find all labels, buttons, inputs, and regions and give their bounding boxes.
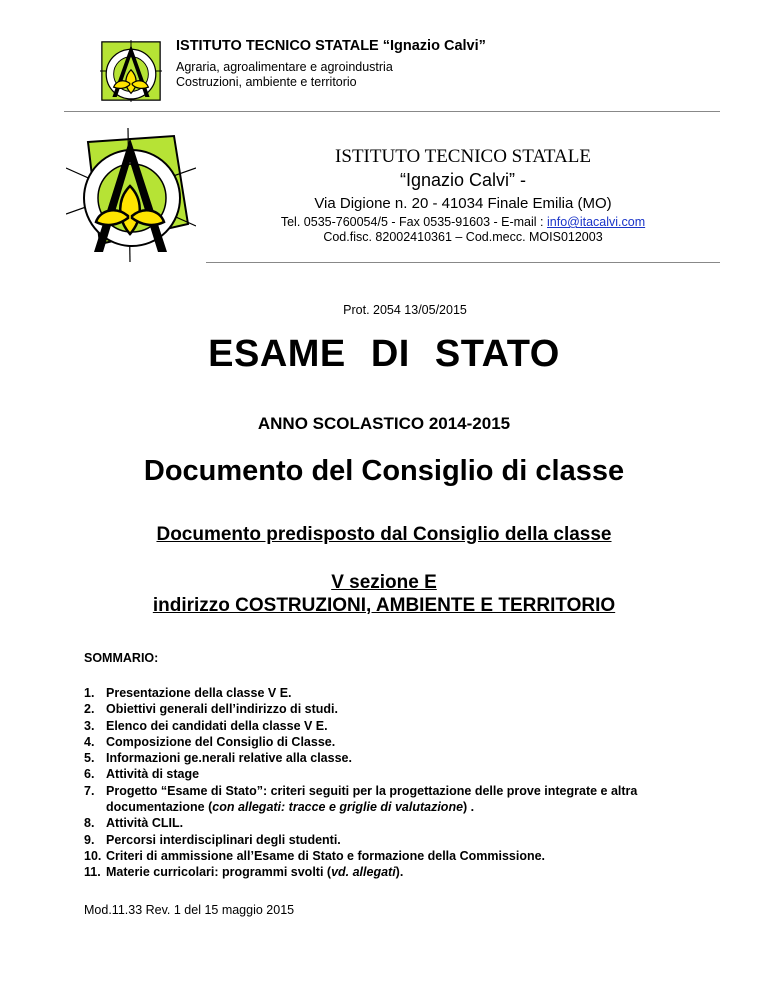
list-item [84, 750, 724, 766]
item-number: 3. [84, 718, 95, 733]
item-text: Informazioni ge.nerali relative alla classe. [106, 751, 352, 766]
form-revision: Mod.11.33 Rev. 1 del 15 maggio 2015 [84, 903, 295, 917]
item-text: Criteri di ammissione all’Esame di Stato e formazione della Commissione. [106, 848, 546, 863]
list-item [84, 848, 724, 864]
institute-address: Via Digione n. 20 - 41034 Finale Emilia (MO) [314, 195, 612, 212]
item-text: Attività CLIL. [106, 816, 184, 831]
item-number: 2. [84, 702, 95, 717]
item-number: 8. [84, 816, 95, 831]
course-name: indirizzo COSTRUZIONI, AMBIENTE E TERRITORIO [152, 595, 616, 616]
item-text: Elenco dei candidati della classe V E. [106, 718, 328, 733]
list-item [84, 718, 724, 734]
list-item [84, 685, 724, 701]
item-number: 4. [84, 734, 95, 749]
item-text: Progetto “Esame di Stato”: criteri seguiti per la progettazione delle prove integrate e altra documentazione ( [106, 783, 638, 815]
list-item [84, 783, 724, 816]
item-number: 10. [84, 848, 102, 863]
summary-label: SOMMARIO: [84, 651, 159, 665]
class-section: V sezione E [331, 572, 437, 593]
item-italic: con allegati: tracce e griglie di valutazione [212, 800, 464, 815]
contacts-text: Tel. 0535-760054/5 - Fax 0535-91603 - E-mail : [280, 215, 547, 229]
item-number: 6. [84, 767, 95, 782]
item-text: Materie curricolari: programmi svolti ( [106, 865, 332, 880]
header-divider [64, 111, 720, 112]
item-number: 5. [84, 751, 95, 766]
email-link[interactable]: info@itacalvi.com [547, 215, 646, 229]
main-title: ESAME DI STATO [208, 333, 560, 375]
institute-dedication: “Ignazio Calvi” - [399, 170, 527, 190]
header-line-1: Agraria, agroalimentare e agroindustria [176, 60, 393, 74]
summary-list [84, 685, 724, 881]
list-item [84, 734, 724, 750]
item-text: Attività di stage [106, 767, 200, 782]
item-italic: vd. allegati [331, 865, 396, 880]
item-text: Percorsi interdisciplinari degli studenti. [106, 832, 341, 847]
list-item [84, 815, 724, 831]
list-item [84, 832, 724, 848]
institute-name: ISTITUTO TECNICO STATALE [335, 146, 591, 167]
institute-contacts [206, 215, 720, 229]
item-text: Composizione del Consiglio di Classe. [106, 734, 336, 749]
header-subtitle [176, 60, 393, 90]
item-text: Obiettivi generali dell’indirizzo di studi. [106, 702, 338, 717]
protocol-number: Prot. 2054 13/05/2015 [343, 303, 467, 317]
header-line-2: Costruzioni, ambiente e territorio [176, 75, 357, 89]
school-year: ANNO SCOLASTICO 2014-2015 [257, 414, 511, 433]
item-text-end: ) . [463, 800, 475, 815]
item-text-end: ). [395, 865, 404, 880]
item-text: Presentazione della classe V E. [106, 686, 292, 700]
school-logo-large [66, 128, 196, 262]
list-item [84, 864, 724, 880]
school-logo [100, 40, 162, 102]
prepared-by: Documento predisposto dal Consiglio della classe [156, 524, 612, 545]
item-number: 1. [84, 686, 95, 700]
item-number: 7. [84, 783, 95, 798]
list-item [84, 766, 724, 782]
item-number: 11. [84, 865, 101, 880]
list-item [84, 701, 724, 717]
institute-codes: Cod.fisc. 82002410361 – Cod.mecc. MOIS012003 [323, 230, 603, 244]
document-title: Documento del Consiglio di classe [143, 455, 625, 487]
institute-divider [206, 262, 720, 263]
item-number: 9. [84, 832, 95, 847]
header-title: ISTITUTO TECNICO STATALE “Ignazio Calvi” [176, 38, 486, 54]
